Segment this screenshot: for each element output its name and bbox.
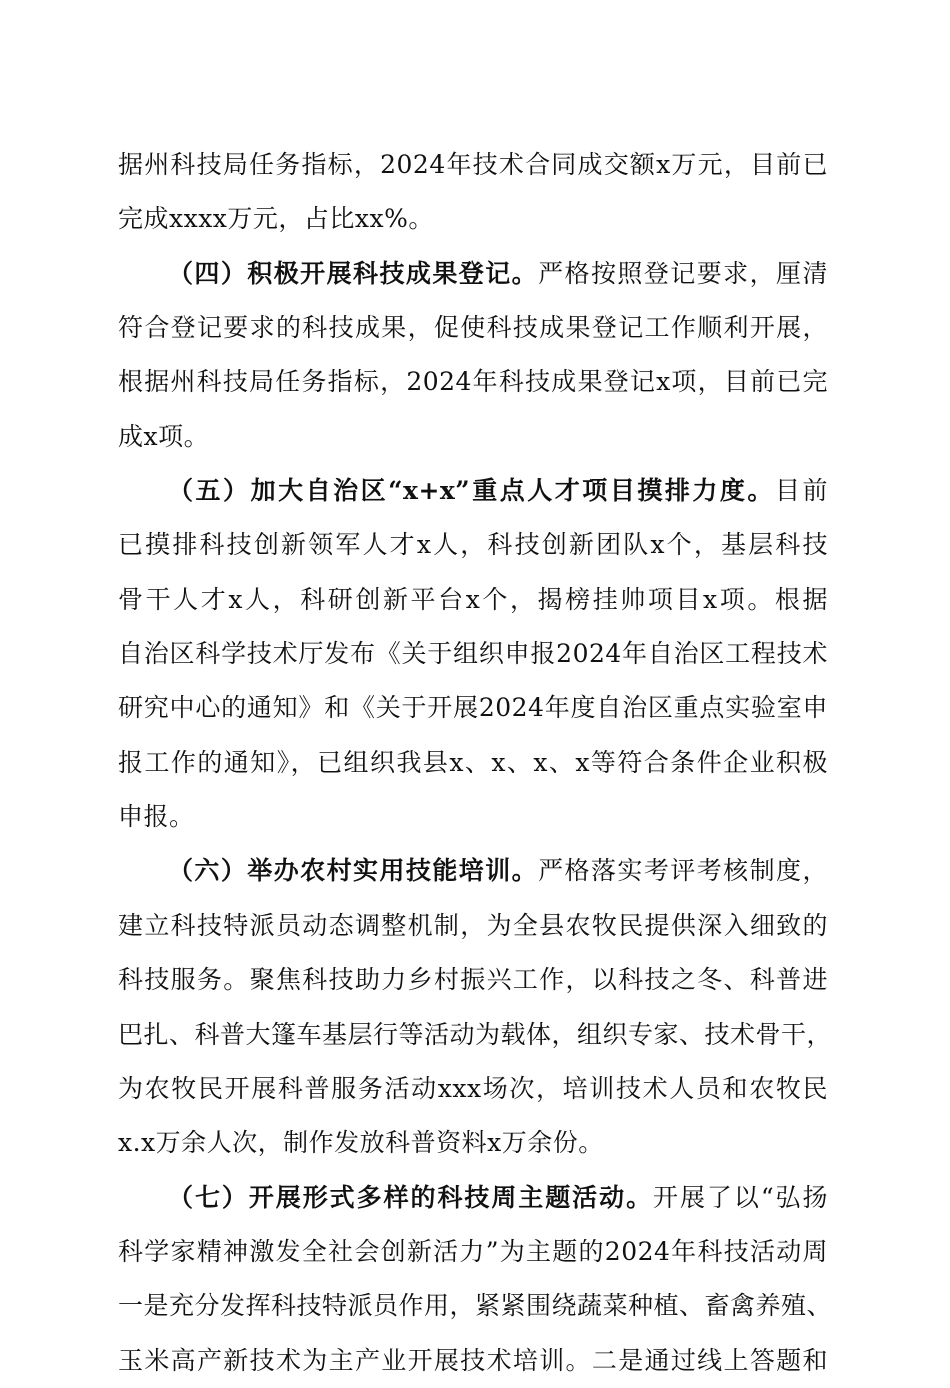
text-line: 科学家精神激发全社会创新活力”为主题的2024年科技活动周: [118, 1236, 828, 1266]
text-line: 成x项。: [118, 421, 210, 451]
text-line: 申报。: [118, 802, 195, 832]
section-heading: （六）举办农村实用技能培训。: [168, 856, 539, 886]
text-line: [118, 844, 828, 898]
text-line: 研究中心的通知》和《关于开展2024年度自治区重点实验室申: [118, 693, 828, 723]
section-heading: （五）加大自治区“x+x”重点人才项目摸排力度。: [168, 476, 775, 506]
text-line: [118, 464, 828, 518]
text-run: 目前: [774, 476, 828, 506]
paragraph-continuation: [118, 138, 828, 247]
section-heading: （七）开展形式多样的科技周主题活动。: [168, 1182, 654, 1212]
text-run: 严格按照登记要求，厘清: [538, 258, 828, 288]
paragraph-section-7: [118, 1171, 833, 1388]
text-run: 开展了以“弘扬: [653, 1182, 828, 1212]
text-line: [118, 247, 828, 301]
paragraph-section-4: [118, 247, 828, 464]
text-line: 建立科技特派员动态调整机制，为全县农牧民提供深入细致的: [118, 910, 828, 940]
text-line: 玉米高产新技术为主产业开展技术培训。二是通过线上答题和: [118, 1345, 828, 1375]
text-line: 符合登记要求的科技成果，促使科技成果登记工作顺利开展，: [118, 313, 828, 343]
text-line: 为农牧民开展科普服务活动xxx场次，培训技术人员和农牧民: [118, 1073, 828, 1103]
paragraph-section-6: [118, 844, 833, 1170]
text-line: 自治区科学技术厅发布《关于组织申报2024年自治区工程技术: [118, 639, 828, 669]
text-line: 科技服务。聚焦科技助力乡村振兴工作，以科技之冬、科普进: [118, 965, 828, 995]
text-line: 报工作的通知》，已组织我县x、x、x、x等符合条件企业积极: [118, 747, 828, 777]
paragraph-section-5: [118, 464, 828, 844]
text-line: 巴扎、科普大篷车基层行等活动为载体，组织专家、技术骨干，: [118, 1019, 833, 1049]
section-heading: （四）积极开展科技成果登记。: [168, 258, 539, 288]
text-line: x.x万余人次，制作发放科普资料x万余份。: [118, 1128, 604, 1158]
text-line: 一是充分发挥科技特派员作用，紧紧围绕蔬菜种植、畜禽养殖、: [118, 1291, 833, 1321]
text-line: 完成xxxx万元，占比xx%。: [118, 204, 434, 234]
document-page: [118, 138, 833, 1388]
text-line: [118, 1171, 828, 1225]
text-line: 已摸排科技创新领军人才x人，科技创新团队x个，基层科技: [118, 530, 828, 560]
text-line: 骨干人才x人，科研创新平台x个，揭榜挂帅项目x项。根据: [118, 584, 828, 614]
text-run: 严格落实考评考核制度，: [538, 856, 828, 886]
text-line: 据州科技局任务指标，2024年技术合同成交额x万元，目前已: [118, 150, 828, 179]
text-line: 根据州科技局任务指标，2024年科技成果登记x项，目前已完: [118, 367, 828, 397]
